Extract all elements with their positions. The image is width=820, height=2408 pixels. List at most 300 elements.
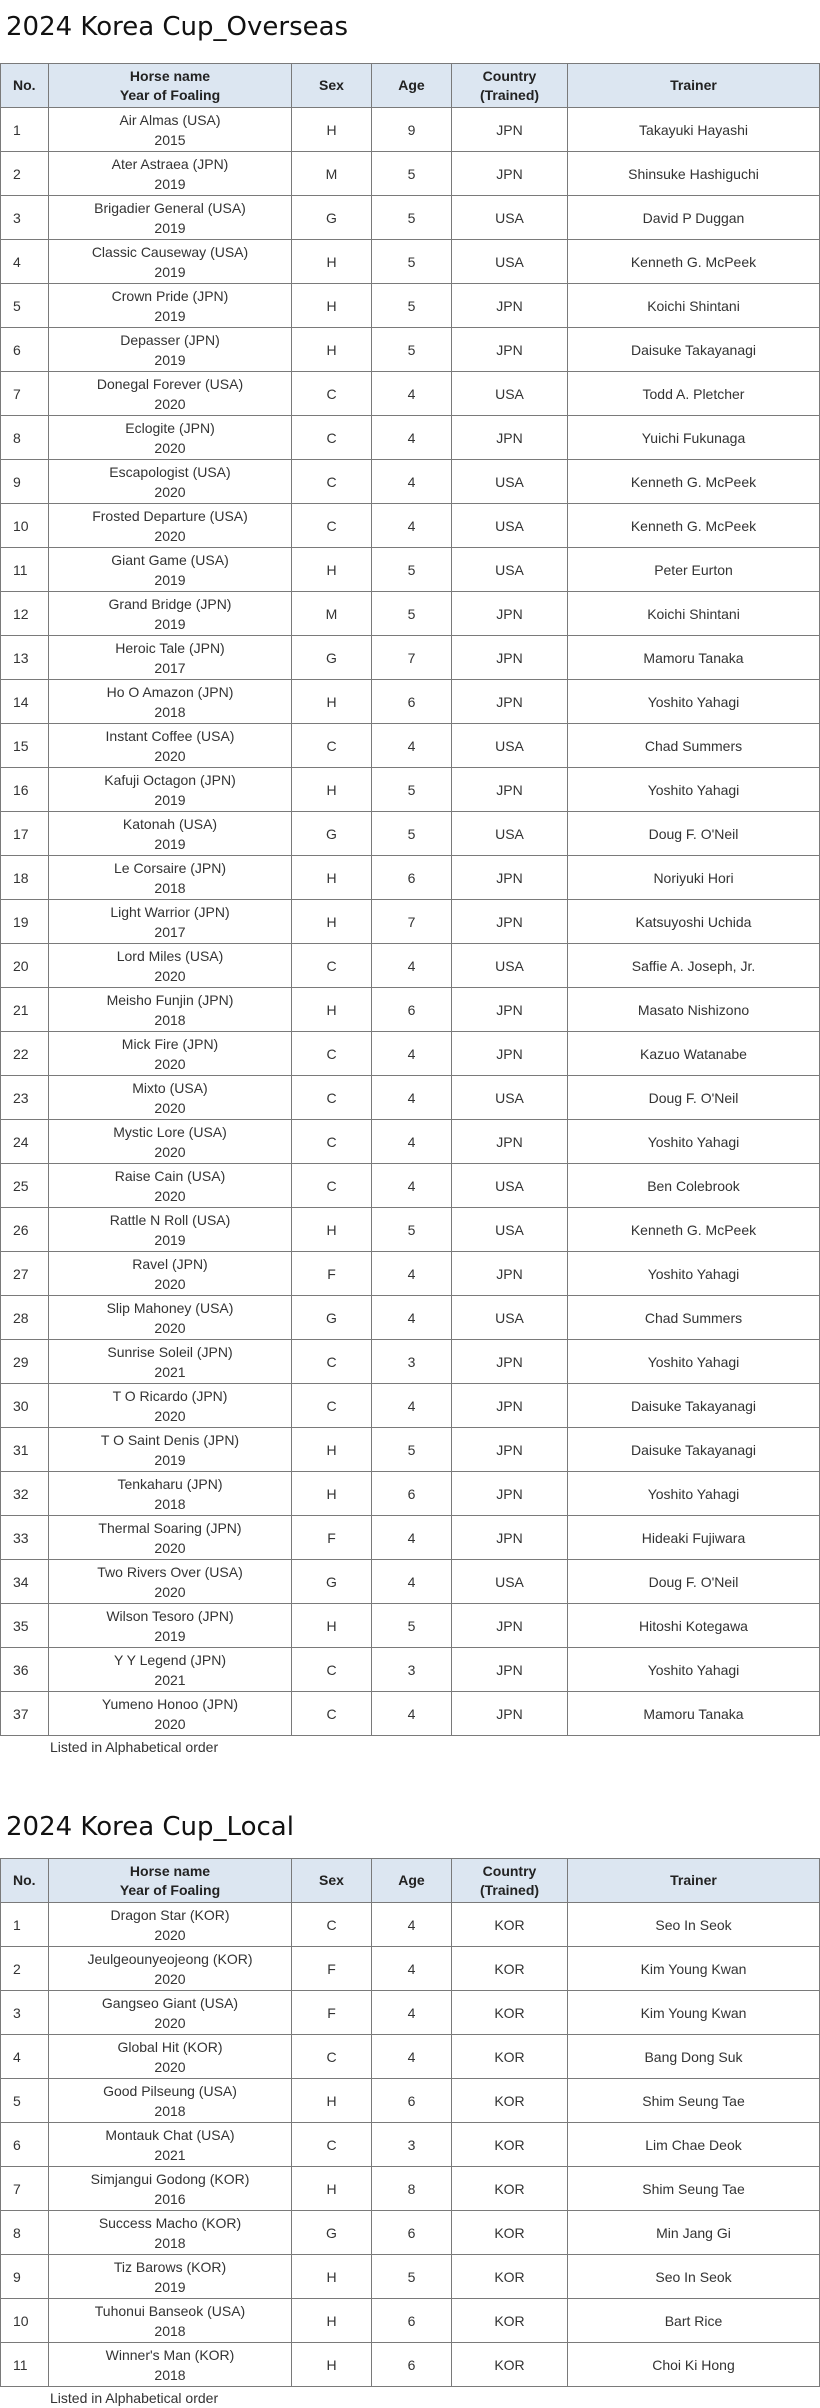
horse-name: Ravel (JPN) <box>132 1255 208 1272</box>
year-of-foaling: 2021 <box>154 1363 186 1380</box>
table-row <box>1 2299 820 2343</box>
cell-sex: H <box>292 2299 372 2343</box>
horse-name: Lord Miles (USA) <box>116 947 224 964</box>
cell-horse-name <box>49 372 292 416</box>
year-of-foaling: 2019 <box>154 1627 186 1644</box>
horse-name: Ho O Amazon (JPN) <box>106 683 234 700</box>
table-row <box>1 328 820 372</box>
cell-country: KOR <box>452 2343 568 2387</box>
cell-age: 5 <box>372 240 452 284</box>
cell-country: JPN <box>452 1516 568 1560</box>
cell-age: 6 <box>372 2299 452 2343</box>
cell-country: JPN <box>452 1604 568 1648</box>
table-row <box>1 1252 820 1296</box>
cell-sex: H <box>292 2079 372 2123</box>
table-header-row <box>1 64 820 108</box>
cell-no: 2 <box>1 1947 49 1991</box>
cell-sex: H <box>292 1472 372 1516</box>
cell-age: 4 <box>372 504 452 548</box>
header-country-line1: Country <box>482 1862 537 1879</box>
cell-country: JPN <box>452 1032 568 1076</box>
horse-name: Classic Causeway (USA) <box>91 243 249 260</box>
year-of-foaling: 2020 <box>154 1407 186 1424</box>
cell-horse-name <box>49 900 292 944</box>
year-of-foaling: 2020 <box>154 1055 186 1072</box>
cell-age: 4 <box>372 1120 452 1164</box>
horse-name: Simjangui Godong (KOR) <box>90 2170 250 2187</box>
table-row <box>1 724 820 768</box>
cell-trainer: Yuichi Fukunaga <box>568 416 820 460</box>
cell-horse-name <box>49 240 292 284</box>
header-horse-name-line1: Horse name <box>129 1862 211 1879</box>
horse-name: T O Saint Denis (JPN) <box>100 1431 240 1448</box>
horse-name: Depasser (JPN) <box>120 331 220 348</box>
cell-horse-name <box>49 1296 292 1340</box>
cell-age: 4 <box>372 460 452 504</box>
cell-horse-name <box>49 944 292 988</box>
cell-age: 4 <box>372 372 452 416</box>
cell-sex: C <box>292 460 372 504</box>
header-trainer: Trainer <box>568 1859 820 1903</box>
cell-horse-name <box>49 1648 292 1692</box>
year-of-foaling: 2020 <box>154 1539 186 1556</box>
cell-age: 5 <box>372 152 452 196</box>
year-of-foaling: 2020 <box>154 395 186 412</box>
cell-sex: H <box>292 856 372 900</box>
cell-horse-name <box>49 2079 292 2123</box>
table-row <box>1 2035 820 2079</box>
table-row <box>1 1384 820 1428</box>
cell-sex: F <box>292 1991 372 2035</box>
cell-country: JPN <box>452 1472 568 1516</box>
cell-trainer: Todd A. Pletcher <box>568 372 820 416</box>
cell-age: 4 <box>372 1296 452 1340</box>
cell-trainer: Kim Young Kwan <box>568 1991 820 2035</box>
cell-trainer: Yoshito Yahagi <box>568 1252 820 1296</box>
horse-name: Meisho Funjin (JPN) <box>106 991 234 1008</box>
cell-country: JPN <box>452 1252 568 1296</box>
year-of-foaling: 2019 <box>154 219 186 236</box>
year-of-foaling: 2018 <box>154 1011 186 1028</box>
cell-country: JPN <box>452 1648 568 1692</box>
cell-country: KOR <box>452 1903 568 1947</box>
cell-trainer: Kazuo Watanabe <box>568 1032 820 1076</box>
horse-name: Frosted Departure (USA) <box>92 507 248 524</box>
cell-sex: C <box>292 1120 372 1164</box>
cell-trainer: Yoshito Yahagi <box>568 1340 820 1384</box>
table-row <box>1 504 820 548</box>
horse-name: Escapologist (USA) <box>109 463 231 480</box>
year-of-foaling: 2019 <box>154 835 186 852</box>
cell-trainer: Seo In Seok <box>568 2255 820 2299</box>
cell-sex: C <box>292 1692 372 1736</box>
cell-sex: H <box>292 1208 372 1252</box>
cell-age: 6 <box>372 2211 452 2255</box>
local-footnote: Listed in Alphabetical order <box>50 2390 219 2406</box>
cell-sex: H <box>292 988 372 1032</box>
cell-no: 2 <box>1 152 49 196</box>
horse-name: Air Almas (USA) <box>119 111 221 128</box>
cell-no: 7 <box>1 2167 49 2211</box>
cell-age: 3 <box>372 2123 452 2167</box>
cell-trainer: Doug F. O'Neil <box>568 1560 820 1604</box>
cell-country: USA <box>452 944 568 988</box>
cell-age: 5 <box>372 2255 452 2299</box>
cell-trainer: Mamoru Tanaka <box>568 636 820 680</box>
table-header-row <box>1 1859 820 1903</box>
cell-country: JPN <box>452 900 568 944</box>
cell-sex: H <box>292 2343 372 2387</box>
cell-horse-name <box>49 328 292 372</box>
cell-horse-name <box>49 1384 292 1428</box>
horse-name: Slip Mahoney (USA) <box>106 1299 234 1316</box>
cell-horse-name <box>49 1340 292 1384</box>
cell-country: USA <box>452 504 568 548</box>
cell-age: 3 <box>372 1340 452 1384</box>
cell-no: 5 <box>1 2079 49 2123</box>
cell-horse-name <box>49 1428 292 1472</box>
cell-no: 15 <box>1 724 49 768</box>
horse-name: Brigadier General (USA) <box>94 199 246 216</box>
overseas-table-body <box>1 108 820 1736</box>
cell-country: JPN <box>452 1428 568 1472</box>
cell-country: JPN <box>452 328 568 372</box>
header-no: No. <box>1 1859 49 1903</box>
cell-horse-name <box>49 1560 292 1604</box>
cell-country: KOR <box>452 2167 568 2211</box>
cell-no: 14 <box>1 680 49 724</box>
horse-name: Donegal Forever (USA) <box>96 375 244 392</box>
cell-age: 5 <box>372 328 452 372</box>
cell-country: USA <box>452 548 568 592</box>
cell-no: 1 <box>1 1903 49 1947</box>
cell-horse-name <box>49 2343 292 2387</box>
cell-no: 34 <box>1 1560 49 1604</box>
cell-age: 5 <box>372 592 452 636</box>
cell-country: JPN <box>452 108 568 152</box>
cell-horse-name <box>49 812 292 856</box>
horse-name: Gangseo Giant (USA) <box>101 1994 239 2011</box>
year-of-foaling: 2020 <box>154 1926 186 1943</box>
year-of-foaling: 2019 <box>154 263 186 280</box>
cell-sex: H <box>292 240 372 284</box>
cell-trainer: Seo In Seok <box>568 1903 820 1947</box>
cell-sex: C <box>292 1384 372 1428</box>
year-of-foaling: 2020 <box>154 1275 186 1292</box>
horse-name: Good Pilseung (USA) <box>103 2082 237 2099</box>
table-row <box>1 240 820 284</box>
cell-age: 5 <box>372 1428 452 1472</box>
horse-name: Yumeno Honoo (JPN) <box>101 1695 239 1712</box>
cell-trainer: Bart Rice <box>568 2299 820 2343</box>
cell-horse-name <box>49 2035 292 2079</box>
cell-sex: C <box>292 1340 372 1384</box>
cell-age: 5 <box>372 812 452 856</box>
cell-no: 9 <box>1 460 49 504</box>
cell-no: 35 <box>1 1604 49 1648</box>
horse-name: Jeulgeounyeojeong (KOR) <box>87 1950 253 1967</box>
year-of-foaling: 2018 <box>154 879 186 896</box>
cell-no: 11 <box>1 2343 49 2387</box>
cell-no: 4 <box>1 240 49 284</box>
cell-age: 6 <box>372 680 452 724</box>
cell-no: 27 <box>1 1252 49 1296</box>
cell-horse-name <box>49 196 292 240</box>
cell-country: JPN <box>452 1120 568 1164</box>
cell-horse-name <box>49 680 292 724</box>
year-of-foaling: 2019 <box>154 615 186 632</box>
cell-horse-name <box>49 724 292 768</box>
cell-no: 21 <box>1 988 49 1032</box>
horse-name: Heroic Tale (JPN) <box>115 639 225 656</box>
cell-trainer: Kim Young Kwan <box>568 1947 820 1991</box>
cell-country: USA <box>452 1076 568 1120</box>
cell-trainer: Saffie A. Joseph, Jr. <box>568 944 820 988</box>
cell-no: 29 <box>1 1340 49 1384</box>
header-country-line2: (Trained) <box>479 86 540 103</box>
year-of-foaling: 2020 <box>154 1099 186 1116</box>
cell-trainer: Lim Chae Deok <box>568 2123 820 2167</box>
cell-country: JPN <box>452 988 568 1032</box>
cell-horse-name <box>49 768 292 812</box>
horse-name: Mixto (USA) <box>132 1079 208 1096</box>
cell-sex: C <box>292 2035 372 2079</box>
table-row <box>1 1340 820 1384</box>
year-of-foaling: 2019 <box>154 2278 186 2295</box>
cell-country: USA <box>452 1164 568 1208</box>
cell-trainer: Peter Eurton <box>568 548 820 592</box>
cell-trainer: Kenneth G. McPeek <box>568 1208 820 1252</box>
cell-age: 3 <box>372 1648 452 1692</box>
table-row <box>1 284 820 328</box>
cell-sex: H <box>292 2167 372 2211</box>
cell-horse-name <box>49 856 292 900</box>
cell-age: 5 <box>372 196 452 240</box>
cell-horse-name <box>49 2167 292 2211</box>
cell-trainer: Daisuke Takayanagi <box>568 328 820 372</box>
header-country-line2: (Trained) <box>479 1881 540 1898</box>
cell-sex: M <box>292 592 372 636</box>
cell-horse-name <box>49 108 292 152</box>
table-row <box>1 636 820 680</box>
overseas-footnote: Listed in Alphabetical order <box>50 1739 219 1755</box>
cell-sex: F <box>292 1947 372 1991</box>
cell-age: 4 <box>372 1252 452 1296</box>
year-of-foaling: 2017 <box>154 659 186 676</box>
cell-country: JPN <box>452 680 568 724</box>
cell-no: 6 <box>1 2123 49 2167</box>
year-of-foaling: 2020 <box>154 1970 186 1987</box>
table-row <box>1 1296 820 1340</box>
cell-horse-name <box>49 1692 292 1736</box>
cell-sex: G <box>292 196 372 240</box>
table-row <box>1 944 820 988</box>
cell-age: 4 <box>372 1384 452 1428</box>
table-row <box>1 1164 820 1208</box>
table-row <box>1 1648 820 1692</box>
cell-age: 4 <box>372 1903 452 1947</box>
cell-age: 5 <box>372 548 452 592</box>
year-of-foaling: 2018 <box>154 2322 186 2339</box>
table-row <box>1 152 820 196</box>
cell-sex: F <box>292 1252 372 1296</box>
cell-sex: G <box>292 1560 372 1604</box>
cell-trainer: Noriyuki Hori <box>568 856 820 900</box>
cell-horse-name <box>49 2123 292 2167</box>
cell-age: 5 <box>372 768 452 812</box>
year-of-foaling: 2021 <box>154 1671 186 1688</box>
cell-horse-name <box>49 548 292 592</box>
cell-no: 9 <box>1 2255 49 2299</box>
horse-name: Dragon Star (KOR) <box>110 1906 230 1923</box>
cell-age: 4 <box>372 1947 452 1991</box>
horse-name: Kafuji Octagon (JPN) <box>104 771 236 788</box>
cell-trainer: Bang Dong Suk <box>568 2035 820 2079</box>
table-row <box>1 1076 820 1120</box>
cell-country: JPN <box>452 856 568 900</box>
cell-sex: H <box>292 328 372 372</box>
cell-horse-name <box>49 2211 292 2255</box>
table-row <box>1 416 820 460</box>
cell-sex: C <box>292 2123 372 2167</box>
table-row <box>1 1208 820 1252</box>
header-age: Age <box>372 64 452 108</box>
year-of-foaling: 2019 <box>154 1451 186 1468</box>
cell-trainer: Min Jang Gi <box>568 2211 820 2255</box>
cell-no: 30 <box>1 1384 49 1428</box>
table-row <box>1 372 820 416</box>
horse-name: Tenkaharu (JPN) <box>117 1475 223 1492</box>
horse-name: Tiz Barows (KOR) <box>113 2258 227 2275</box>
cell-age: 9 <box>372 108 452 152</box>
year-of-foaling: 2017 <box>154 923 186 940</box>
cell-trainer: Yoshito Yahagi <box>568 1120 820 1164</box>
cell-trainer: Kenneth G. McPeek <box>568 460 820 504</box>
cell-age: 7 <box>372 636 452 680</box>
cell-horse-name <box>49 988 292 1032</box>
cell-age: 8 <box>372 2167 452 2211</box>
table-row <box>1 1472 820 1516</box>
cell-sex: C <box>292 504 372 548</box>
cell-country: USA <box>452 1208 568 1252</box>
cell-no: 26 <box>1 1208 49 1252</box>
cell-horse-name <box>49 460 292 504</box>
cell-age: 5 <box>372 1208 452 1252</box>
cell-age: 4 <box>372 1164 452 1208</box>
cell-sex: G <box>292 2211 372 2255</box>
cell-no: 8 <box>1 2211 49 2255</box>
cell-age: 6 <box>372 856 452 900</box>
cell-horse-name <box>49 1032 292 1076</box>
year-of-foaling: 2015 <box>154 131 186 148</box>
year-of-foaling: 2019 <box>154 351 186 368</box>
cell-horse-name <box>49 1903 292 1947</box>
cell-age: 4 <box>372 416 452 460</box>
table-row <box>1 856 820 900</box>
cell-country: JPN <box>452 152 568 196</box>
horse-name: Light Warrior (JPN) <box>110 903 230 920</box>
cell-horse-name <box>49 2299 292 2343</box>
overseas-title: 2024 Korea Cup_Overseas <box>6 12 349 42</box>
year-of-foaling: 2019 <box>154 791 186 808</box>
horse-name: Winner's Man (KOR) <box>105 2346 235 2363</box>
cell-trainer: Hitoshi Kotegawa <box>568 1604 820 1648</box>
cell-trainer: Masato Nishizono <box>568 988 820 1032</box>
header-horse-name-line1: Horse name <box>129 67 211 84</box>
cell-country: USA <box>452 196 568 240</box>
horse-name: Instant Coffee (USA) <box>105 727 235 744</box>
cell-trainer: Hideaki Fujiwara <box>568 1516 820 1560</box>
cell-horse-name <box>49 1991 292 2035</box>
cell-country: KOR <box>452 1991 568 2035</box>
cell-country: USA <box>452 372 568 416</box>
overseas-table <box>0 63 820 1736</box>
cell-country: KOR <box>452 2255 568 2299</box>
cell-country: JPN <box>452 768 568 812</box>
horse-name: Success Macho (KOR) <box>98 2214 242 2231</box>
cell-no: 37 <box>1 1692 49 1736</box>
header-horse-name-line2: Year of Foaling <box>119 86 221 103</box>
cell-horse-name <box>49 1164 292 1208</box>
cell-no: 7 <box>1 372 49 416</box>
cell-sex: C <box>292 1032 372 1076</box>
cell-country: USA <box>452 460 568 504</box>
cell-horse-name <box>49 284 292 328</box>
cell-trainer: Koichi Shintani <box>568 284 820 328</box>
year-of-foaling: 2018 <box>154 2366 186 2383</box>
cell-sex: C <box>292 1164 372 1208</box>
cell-country: JPN <box>452 1340 568 1384</box>
header-horse-name-line2: Year of Foaling <box>119 1881 221 1898</box>
cell-sex: H <box>292 680 372 724</box>
cell-country: KOR <box>452 2299 568 2343</box>
local-section <box>0 1800 820 2408</box>
horse-name: Crown Pride (JPN) <box>111 287 229 304</box>
year-of-foaling: 2020 <box>154 1715 186 1732</box>
cell-trainer: Yoshito Yahagi <box>568 1472 820 1516</box>
year-of-foaling: 2020 <box>154 967 186 984</box>
table-row <box>1 988 820 1032</box>
year-of-foaling: 2020 <box>154 747 186 764</box>
cell-trainer: Yoshito Yahagi <box>568 768 820 812</box>
year-of-foaling: 2018 <box>154 2234 186 2251</box>
cell-trainer: Choi Ki Hong <box>568 2343 820 2387</box>
cell-horse-name <box>49 1472 292 1516</box>
horse-name: Y Y Legend (JPN) <box>113 1651 227 1668</box>
cell-no: 8 <box>1 416 49 460</box>
header-trainer: Trainer <box>568 64 820 108</box>
cell-trainer: Daisuke Takayanagi <box>568 1428 820 1472</box>
horse-name: Ater Astraea (JPN) <box>111 155 229 172</box>
year-of-foaling: 2021 <box>154 2146 186 2163</box>
year-of-foaling: 2020 <box>154 527 186 544</box>
cell-age: 4 <box>372 2035 452 2079</box>
cell-no: 4 <box>1 2035 49 2079</box>
year-of-foaling: 2020 <box>154 483 186 500</box>
cell-trainer: David P Duggan <box>568 196 820 240</box>
cell-no: 10 <box>1 2299 49 2343</box>
cell-no: 6 <box>1 328 49 372</box>
table-row <box>1 196 820 240</box>
header-age: Age <box>372 1859 452 1903</box>
cell-sex: C <box>292 416 372 460</box>
year-of-foaling: 2018 <box>154 2102 186 2119</box>
cell-no: 31 <box>1 1428 49 1472</box>
cell-country: JPN <box>452 284 568 328</box>
cell-trainer: Shinsuke Hashiguchi <box>568 152 820 196</box>
cell-country: KOR <box>452 2035 568 2079</box>
horse-name: Rattle N Roll (USA) <box>109 1211 231 1228</box>
